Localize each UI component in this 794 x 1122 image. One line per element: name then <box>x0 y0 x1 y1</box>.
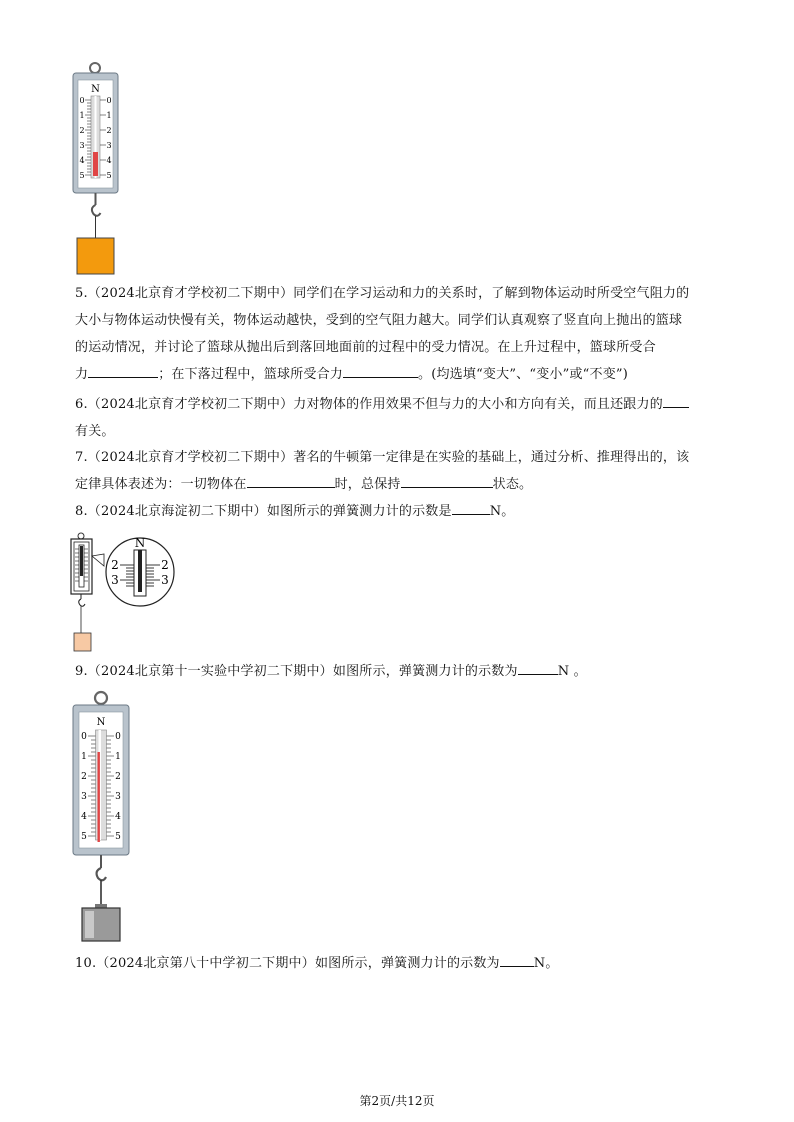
answer-blank[interactable] <box>343 363 418 378</box>
tick-label: 1 <box>115 752 121 762</box>
q9-text: 9.（2024北京第十一实验中学初二下期中）如图所示，弹簧测力计的示数为 <box>75 664 518 679</box>
tick-label: 3 <box>106 141 112 150</box>
q9-text: N 。 <box>557 664 587 679</box>
answer-blank[interactable] <box>518 660 558 675</box>
scale-unit-label: N <box>96 717 106 728</box>
tick-label: 3 <box>79 141 85 150</box>
q7-line: 7.（2024北京育才学校初二下期中）著名的牛顿第一定律是在实验的基础上，通过分析、推理得出的，该 <box>75 450 690 465</box>
q6-line <box>75 391 725 418</box>
spring-scale-figure-1 <box>70 60 130 278</box>
answer-blank[interactable] <box>401 473 493 488</box>
tick-label: 0 <box>106 96 112 105</box>
spring-scale-figure-2 <box>68 532 180 656</box>
q10-text: N。 <box>533 956 559 971</box>
orange-weight-block <box>77 238 114 274</box>
tick-label: 3 <box>81 792 87 802</box>
q7-line <box>75 471 725 498</box>
tick-label: 5 <box>81 832 87 842</box>
answer-blank[interactable] <box>500 952 534 967</box>
tick-label: 0 <box>81 732 87 742</box>
q7-text: 时，总保持 <box>334 477 401 492</box>
question-6 <box>75 391 725 445</box>
question-10 <box>75 950 725 977</box>
tick-label: 4 <box>115 812 121 822</box>
q6-line: 有关。 <box>75 424 115 439</box>
tick-label: 4 <box>106 156 112 165</box>
magnified-tick-label: 2 <box>161 558 169 572</box>
magnified-tick-label: 2 <box>111 558 119 572</box>
q6-text: 6.（2024北京育才学校初二下期中）力对物体的作用效果不但与力的大小和方向有关，而且还跟力的 <box>75 397 663 412</box>
answer-blank[interactable] <box>247 473 335 488</box>
tick-label: 5 <box>79 171 85 180</box>
answer-blank[interactable] <box>452 500 490 515</box>
q5-line: 5.（2024北京育才学校初二下期中）同学们在学习运动和力的关系时，了解到物体运动时所受空气阻力的 <box>75 286 690 301</box>
q5-line: 的运动情况，并讨论了篮球从抛出后到落回地面前的过程中的受力情况。在上升过程中，篮球所受合 <box>75 340 656 355</box>
q5-line <box>75 361 725 388</box>
question-7 <box>75 444 725 498</box>
answer-blank[interactable] <box>88 363 158 378</box>
q9-line <box>75 658 725 685</box>
tick-label: 2 <box>79 126 85 135</box>
answer-blank[interactable] <box>663 393 689 408</box>
question-8 <box>75 498 725 525</box>
q5-text: 。(均选填“变大”、“变小”或“不变”) <box>418 367 629 382</box>
tick-label: 1 <box>106 111 112 120</box>
q8-text: 8.（2024北京海淀初二下期中）如图所示的弹簧测力计的示数是 <box>75 504 452 519</box>
q5-line: 大小与物体运动快慢有关，物体运动越快，受到的空气阻力越大。同学们认真观察了竖直向上抛出的篮球 <box>75 313 683 328</box>
scale-unit-label: N <box>91 84 100 95</box>
weight-block <box>74 633 91 651</box>
page-number: 第2页/共12页 <box>359 1094 435 1108</box>
q7-text: 定律具体表述为：一切物体在 <box>75 477 247 492</box>
q8-line <box>75 498 725 525</box>
tick-label: 2 <box>115 772 121 782</box>
spring-scale-figure-3 <box>70 688 132 944</box>
tick-label: 5 <box>115 832 121 842</box>
q5-text: 力 <box>75 367 89 382</box>
tick-label: 1 <box>81 752 87 762</box>
tick-label: 1 <box>79 111 85 120</box>
tick-label: 0 <box>115 732 121 742</box>
magnified-unit-label: N <box>134 536 146 550</box>
magnified-tick-label: 3 <box>161 573 169 587</box>
question-9 <box>75 658 725 685</box>
q10-text: 10.（2024北京第八十中学初二下期中）如图所示，弹簧测力计的示数为 <box>75 956 500 971</box>
tick-label: 0 <box>79 96 85 105</box>
tick-label: 4 <box>79 156 85 165</box>
tick-label: 3 <box>115 792 121 802</box>
q8-text: N。 <box>489 504 515 519</box>
question-5 <box>75 280 725 388</box>
tick-label: 2 <box>81 772 87 782</box>
q10-line <box>75 950 725 977</box>
tick-label: 4 <box>81 812 87 822</box>
q5-text: ；在下落过程中，篮球所受合力 <box>158 367 344 382</box>
tick-label: 2 <box>106 126 112 135</box>
tick-label: 5 <box>106 171 112 180</box>
magnified-tick-label: 3 <box>111 573 119 587</box>
q7-text: 状态。 <box>492 477 533 492</box>
